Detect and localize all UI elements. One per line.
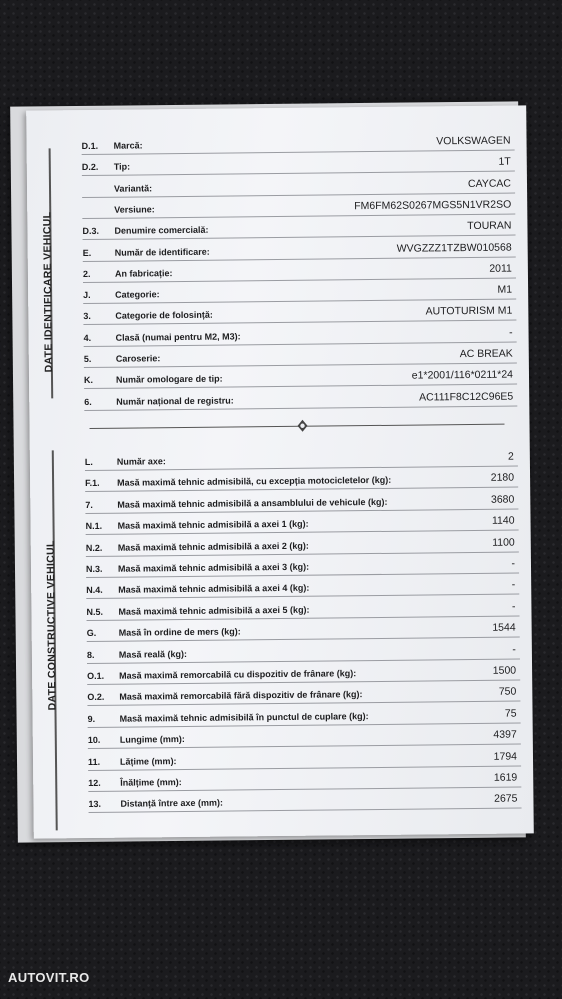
field-value: WVGZZZ1TZBW010568 xyxy=(396,241,512,255)
field-value: AUTOTURISM M1 xyxy=(425,304,513,318)
field-code: N.2. xyxy=(85,542,103,553)
field-value: 1T xyxy=(498,155,511,168)
field-code: D.1. xyxy=(81,140,99,152)
field-label: An fabricație: xyxy=(114,267,173,279)
field-label: Denumire comercială: xyxy=(114,224,209,236)
field-code: 13. xyxy=(88,799,102,810)
field-label: Masă maximă tehnic admisibilă, cu excepția motocicletelor (kg): xyxy=(117,475,392,489)
field-label: Categorie: xyxy=(115,289,160,300)
field-value: 1619 xyxy=(493,771,518,784)
site-watermark: AUTOVIT.RO xyxy=(8,970,90,985)
field-value: - xyxy=(511,578,516,591)
field-label: Masă maximă tehnic admisibilă a axei 3 (kg): xyxy=(117,561,310,574)
field-code: 2. xyxy=(82,268,91,279)
field-code: 3. xyxy=(83,311,91,322)
field-value: e1*2001/116*0211*24 xyxy=(411,368,514,382)
field-value: AC BREAK xyxy=(459,347,513,361)
field-label: Masă maximă tehnic admisibilă a axei 5 (kg): xyxy=(118,604,310,617)
field-value: 75 xyxy=(504,707,517,720)
field-code: 12. xyxy=(88,777,101,789)
field-code: F.1. xyxy=(85,478,100,489)
field-label: Număr axe: xyxy=(116,456,166,467)
field-label: Număr de identificare: xyxy=(114,246,210,258)
field-code: O.2. xyxy=(87,692,105,703)
field-value: 2 xyxy=(507,450,514,463)
field-code: N.3. xyxy=(85,563,103,575)
field-code: O.1. xyxy=(87,670,105,682)
field-code: J. xyxy=(83,290,91,301)
field-code: D.2. xyxy=(81,162,99,173)
field-label: Marcă: xyxy=(113,140,143,151)
field-code: E. xyxy=(82,247,92,258)
field-value: 1794 xyxy=(493,750,518,763)
field-label: Clasă (numai pentru M2, M3): xyxy=(115,331,241,343)
field-value: 2180 xyxy=(490,471,515,485)
section1-title: DATE IDENTIFICARE VEHICUL xyxy=(41,211,55,373)
field-label: Lungime (mm): xyxy=(119,734,185,745)
field-value: 1140 xyxy=(491,514,515,527)
field-value: - xyxy=(508,326,513,339)
field-label: Înălțime (mm): xyxy=(120,777,182,788)
field-code: 4. xyxy=(83,332,92,343)
divider-ornament-icon xyxy=(287,419,317,433)
field-row xyxy=(84,385,517,411)
field-value: - xyxy=(512,643,516,656)
field-code: G. xyxy=(86,628,97,639)
field-value: 4397 xyxy=(493,728,517,741)
field-code: 10. xyxy=(87,735,101,746)
field-label: Masă maximă remorcabilă cu dispozitiv de frânare (kg): xyxy=(119,668,357,681)
field-code: N.4. xyxy=(86,585,103,596)
field-value: - xyxy=(511,557,516,570)
field-code: 11. xyxy=(87,756,101,767)
field-value: M1 xyxy=(497,283,513,296)
field-label: Variantă: xyxy=(113,182,153,194)
field-label: Lățime (mm): xyxy=(119,755,177,767)
field-value: VOLKSWAGEN xyxy=(436,134,511,148)
field-code: 8. xyxy=(86,649,95,660)
field-code: N.5. xyxy=(86,606,104,617)
field-code: 6. xyxy=(84,396,92,407)
field-code: D.3. xyxy=(82,226,100,237)
field-label: Masă reală (kg): xyxy=(118,648,187,660)
field-label: Masă maximă tehnic admisibilă a axei 2 (kg): xyxy=(117,540,309,553)
field-code: 5. xyxy=(83,353,92,365)
field-value: FM6FM62S0267MGS5N1VR2SO xyxy=(354,198,512,213)
field-label: Masă maximă remorcabilă fără dispozitiv de frânare (kg): xyxy=(119,689,363,703)
field-row xyxy=(88,788,521,814)
field-label: Masă maximă tehnic admisibilă a ansamblului de vehicule (kg): xyxy=(117,496,388,510)
field-value: CAYCAC xyxy=(467,177,512,190)
field-value: TOURAN xyxy=(467,219,512,233)
field-code: 9. xyxy=(87,713,96,724)
registration-document xyxy=(26,105,534,838)
field-label: Caroserie: xyxy=(115,353,161,364)
field-label: Masă maximă tehnic admisibilă în punctul de cuplare (kg): xyxy=(119,710,369,724)
field-label: Număr omologare de tip: xyxy=(115,373,223,386)
field-label: Masă maximă tehnic admisibilă a axei 1 (kg): xyxy=(117,518,309,531)
field-value: 2675 xyxy=(494,792,518,806)
field-label: Versiune: xyxy=(114,204,155,215)
field-label: Distanță între axe (mm): xyxy=(120,798,224,810)
field-value: AC111F8C12C96E5 xyxy=(418,390,514,404)
field-value: 750 xyxy=(498,685,517,699)
field-value: 1500 xyxy=(492,664,517,677)
field-code: 7. xyxy=(85,499,93,510)
field-value: - xyxy=(511,600,516,613)
field-value: 3680 xyxy=(490,493,515,506)
field-value: 1100 xyxy=(492,536,515,549)
field-label: Tip: xyxy=(113,161,131,173)
field-code: K. xyxy=(83,375,94,386)
field-value: 2011 xyxy=(489,262,512,275)
section2-title: DATE CONSTRUCTIVE VEHICUL xyxy=(44,540,59,711)
field-code: L. xyxy=(84,456,93,468)
field-label: Număr național de registru: xyxy=(116,395,234,407)
field-label: Masă maximă tehnic admisibilă a axei 4 (kg): xyxy=(118,583,310,596)
field-label: Categorie de folosință: xyxy=(115,310,213,322)
field-label: Masă în ordine de mers (kg): xyxy=(118,626,241,638)
field-value: 1544 xyxy=(492,621,516,634)
field-code: N.1. xyxy=(85,521,103,532)
